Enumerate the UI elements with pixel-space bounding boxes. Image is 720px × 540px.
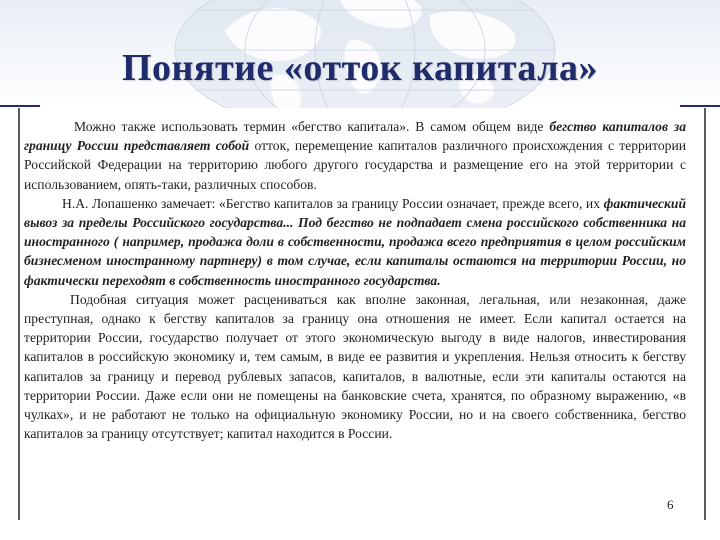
paragraph-1 <box>24 117 686 194</box>
paragraph-2 <box>24 194 686 290</box>
paragraph-1-text: Можно также использовать термин «бегство капитала». В самом общем виде <box>74 119 550 134</box>
paragraph-1-rest: отток, перемещение капиталов различного происхождения с территории Российской Федерации на территорию любого другого государства и размещение его на этой территории с использованием, опять-таки, различных способов. <box>24 138 686 192</box>
paragraph-3: Подобная ситуация может расцениваться как вполне законная, легальная, или незаконная, даже преступная, однако к бегству капиталов за границу она отношения не имеет. Если капитал остается на территории России, государство получает от этого экономическую выгоду в виде налогов, инвестирования капиталов в российскую экономику и, тем самым, в виде ее развития и укрепления. Нельзя относить к бегству капиталов за границу и перевод рублевых запасов, капиталов, в валютные, если эти капиталы остаются на территории России. Даже если они не помещены на банковские счета, хранятся, по образному выражению, «в чулках», и не работают не только на официальную экономику России, но и на своего собственника, бегство капиталов за границу отсутствует; капитал находится в России. <box>24 291 686 442</box>
slide-body <box>24 117 686 443</box>
paragraph-1-emphasis: бегство капиталов за границу России представляет собой <box>24 119 687 154</box>
page-title: Понятие «отток капитала» <box>121 47 599 89</box>
page-number: 6 <box>667 497 674 512</box>
title-divider-left <box>0 105 40 107</box>
paragraph-2-lead: Н.А. Лопашенко замечает: «Бегство капиталов за границу России означает, прежде всего, их <box>62 195 604 211</box>
paragraph-2-quote: фактический вывоз за пределы Российского государства... Под бегство не подпадает смена российского собственника на иностранного ( например, продажа доли в собственности, продажа всего предприятия в целом российским бизнесменом иностранному партнеру) в том случае, если капиталы остаются на территории России, но фактически переходят в собственность иностранного государства. <box>24 195 686 288</box>
title-divider-right <box>680 105 720 107</box>
slide-header <box>0 0 720 108</box>
